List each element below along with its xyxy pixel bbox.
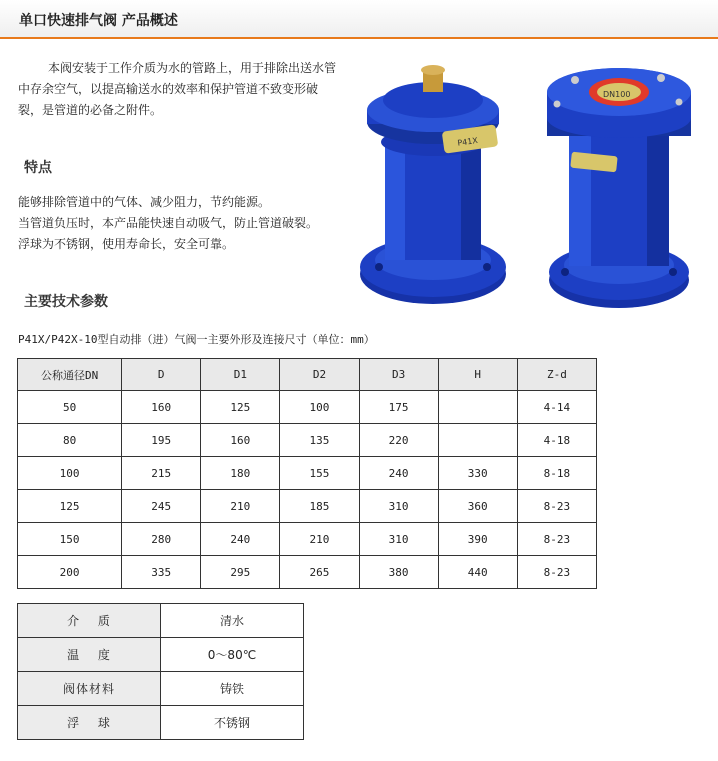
table-row — [18, 457, 597, 490]
property-key: 介 质 — [18, 604, 161, 638]
air-valve-left — [360, 65, 506, 304]
property-table — [17, 603, 304, 740]
table-cell: 215 — [122, 457, 201, 490]
table-cell — [438, 391, 517, 424]
table-row — [18, 556, 597, 589]
features-list — [18, 192, 348, 255]
table-cell: 390 — [438, 523, 517, 556]
table-cell: 180 — [201, 457, 280, 490]
top-badge-right: DN100 — [603, 90, 631, 99]
product-photo — [357, 62, 697, 317]
table-row — [18, 424, 597, 457]
column-header: D — [122, 359, 201, 391]
property-row — [18, 604, 304, 638]
table-header-row — [18, 359, 597, 391]
specs-heading: 主要技术参数 — [24, 294, 108, 310]
table-cell: 125 — [201, 391, 280, 424]
table-cell: 210 — [201, 490, 280, 523]
table-cell: 280 — [122, 523, 201, 556]
table-cell: 330 — [438, 457, 517, 490]
table-cell: 240 — [359, 457, 438, 490]
table-cell: 8-18 — [517, 457, 596, 490]
property-row — [18, 638, 304, 672]
table-cell: 8-23 — [517, 490, 596, 523]
column-header: D3 — [359, 359, 438, 391]
table-cell: 4-18 — [517, 424, 596, 457]
intro-text: 本阀安装于工作介质为水的管路上，用于排除出送水管中存余空气，以提高输送水的效率和保护管道不致变形破裂，是管道的必备之附件。 — [18, 61, 337, 117]
table-cell: 245 — [122, 490, 201, 523]
features-heading: 特点 — [24, 160, 52, 176]
property-value: 不锈钢 — [161, 706, 304, 740]
table-cell: 80 — [18, 424, 122, 457]
table-cell — [438, 424, 517, 457]
table-cell: 175 — [359, 391, 438, 424]
column-header: D2 — [280, 359, 359, 391]
table-cell: 135 — [280, 424, 359, 457]
table-cell: 295 — [201, 556, 280, 589]
table-cell: 380 — [359, 556, 438, 589]
table-cell: 335 — [122, 556, 201, 589]
table-cell: 8-23 — [517, 523, 596, 556]
table-cell: 100 — [18, 457, 122, 490]
feature-item: 当管道负压时，本产品能快速自动吸气，防止管道破裂。 — [18, 216, 319, 230]
table-row — [18, 523, 597, 556]
table-cell: 360 — [438, 490, 517, 523]
air-valve-right — [547, 68, 691, 308]
property-key: 浮 球 — [18, 706, 161, 740]
page-header — [0, 0, 718, 39]
column-header: D1 — [201, 359, 280, 391]
property-value: 铸铁 — [161, 672, 304, 706]
property-value: 0～80℃ — [161, 638, 304, 672]
table-row — [18, 490, 597, 523]
dimension-table — [17, 358, 597, 589]
table-cell: 240 — [201, 523, 280, 556]
property-row — [18, 672, 304, 706]
feature-item: 浮球为不锈钢，使用寿命长，安全可靠。 — [18, 237, 235, 251]
table-cell: 160 — [201, 424, 280, 457]
property-row — [18, 706, 304, 740]
table-cell: 265 — [280, 556, 359, 589]
table-cell: 210 — [280, 523, 359, 556]
page-title: 单口快速排气阀 产品概述 — [19, 13, 178, 29]
table-cell: 310 — [359, 523, 438, 556]
table-cell: 150 — [18, 523, 122, 556]
table-cell: 160 — [122, 391, 201, 424]
property-key: 阀体材料 — [18, 672, 161, 706]
table-cell: 50 — [18, 391, 122, 424]
table-cell: 200 — [18, 556, 122, 589]
table-cell: 155 — [280, 457, 359, 490]
property-key: 温 度 — [18, 638, 161, 672]
nameplate-left: P41X — [456, 135, 479, 148]
intro-paragraph — [18, 58, 340, 121]
table-cell: 195 — [122, 424, 201, 457]
specs-caption: P41X/P42X-10型自动排（进）气阀一主要外形及连接尺寸（单位：mm） — [18, 333, 375, 346]
table-cell: 4-14 — [517, 391, 596, 424]
table-cell: 220 — [359, 424, 438, 457]
table-cell: 100 — [280, 391, 359, 424]
table-cell: 310 — [359, 490, 438, 523]
table-cell: 125 — [18, 490, 122, 523]
feature-item: 能够排除管道中的气体、减少阻力，节约能源。 — [18, 195, 271, 209]
property-value: 清水 — [161, 604, 304, 638]
table-cell: 185 — [280, 490, 359, 523]
column-header: Z-d — [517, 359, 596, 391]
table-row — [18, 391, 597, 424]
column-header: 公称通径DN — [18, 359, 122, 391]
column-header: H — [438, 359, 517, 391]
table-cell: 8-23 — [517, 556, 596, 589]
table-cell: 440 — [438, 556, 517, 589]
